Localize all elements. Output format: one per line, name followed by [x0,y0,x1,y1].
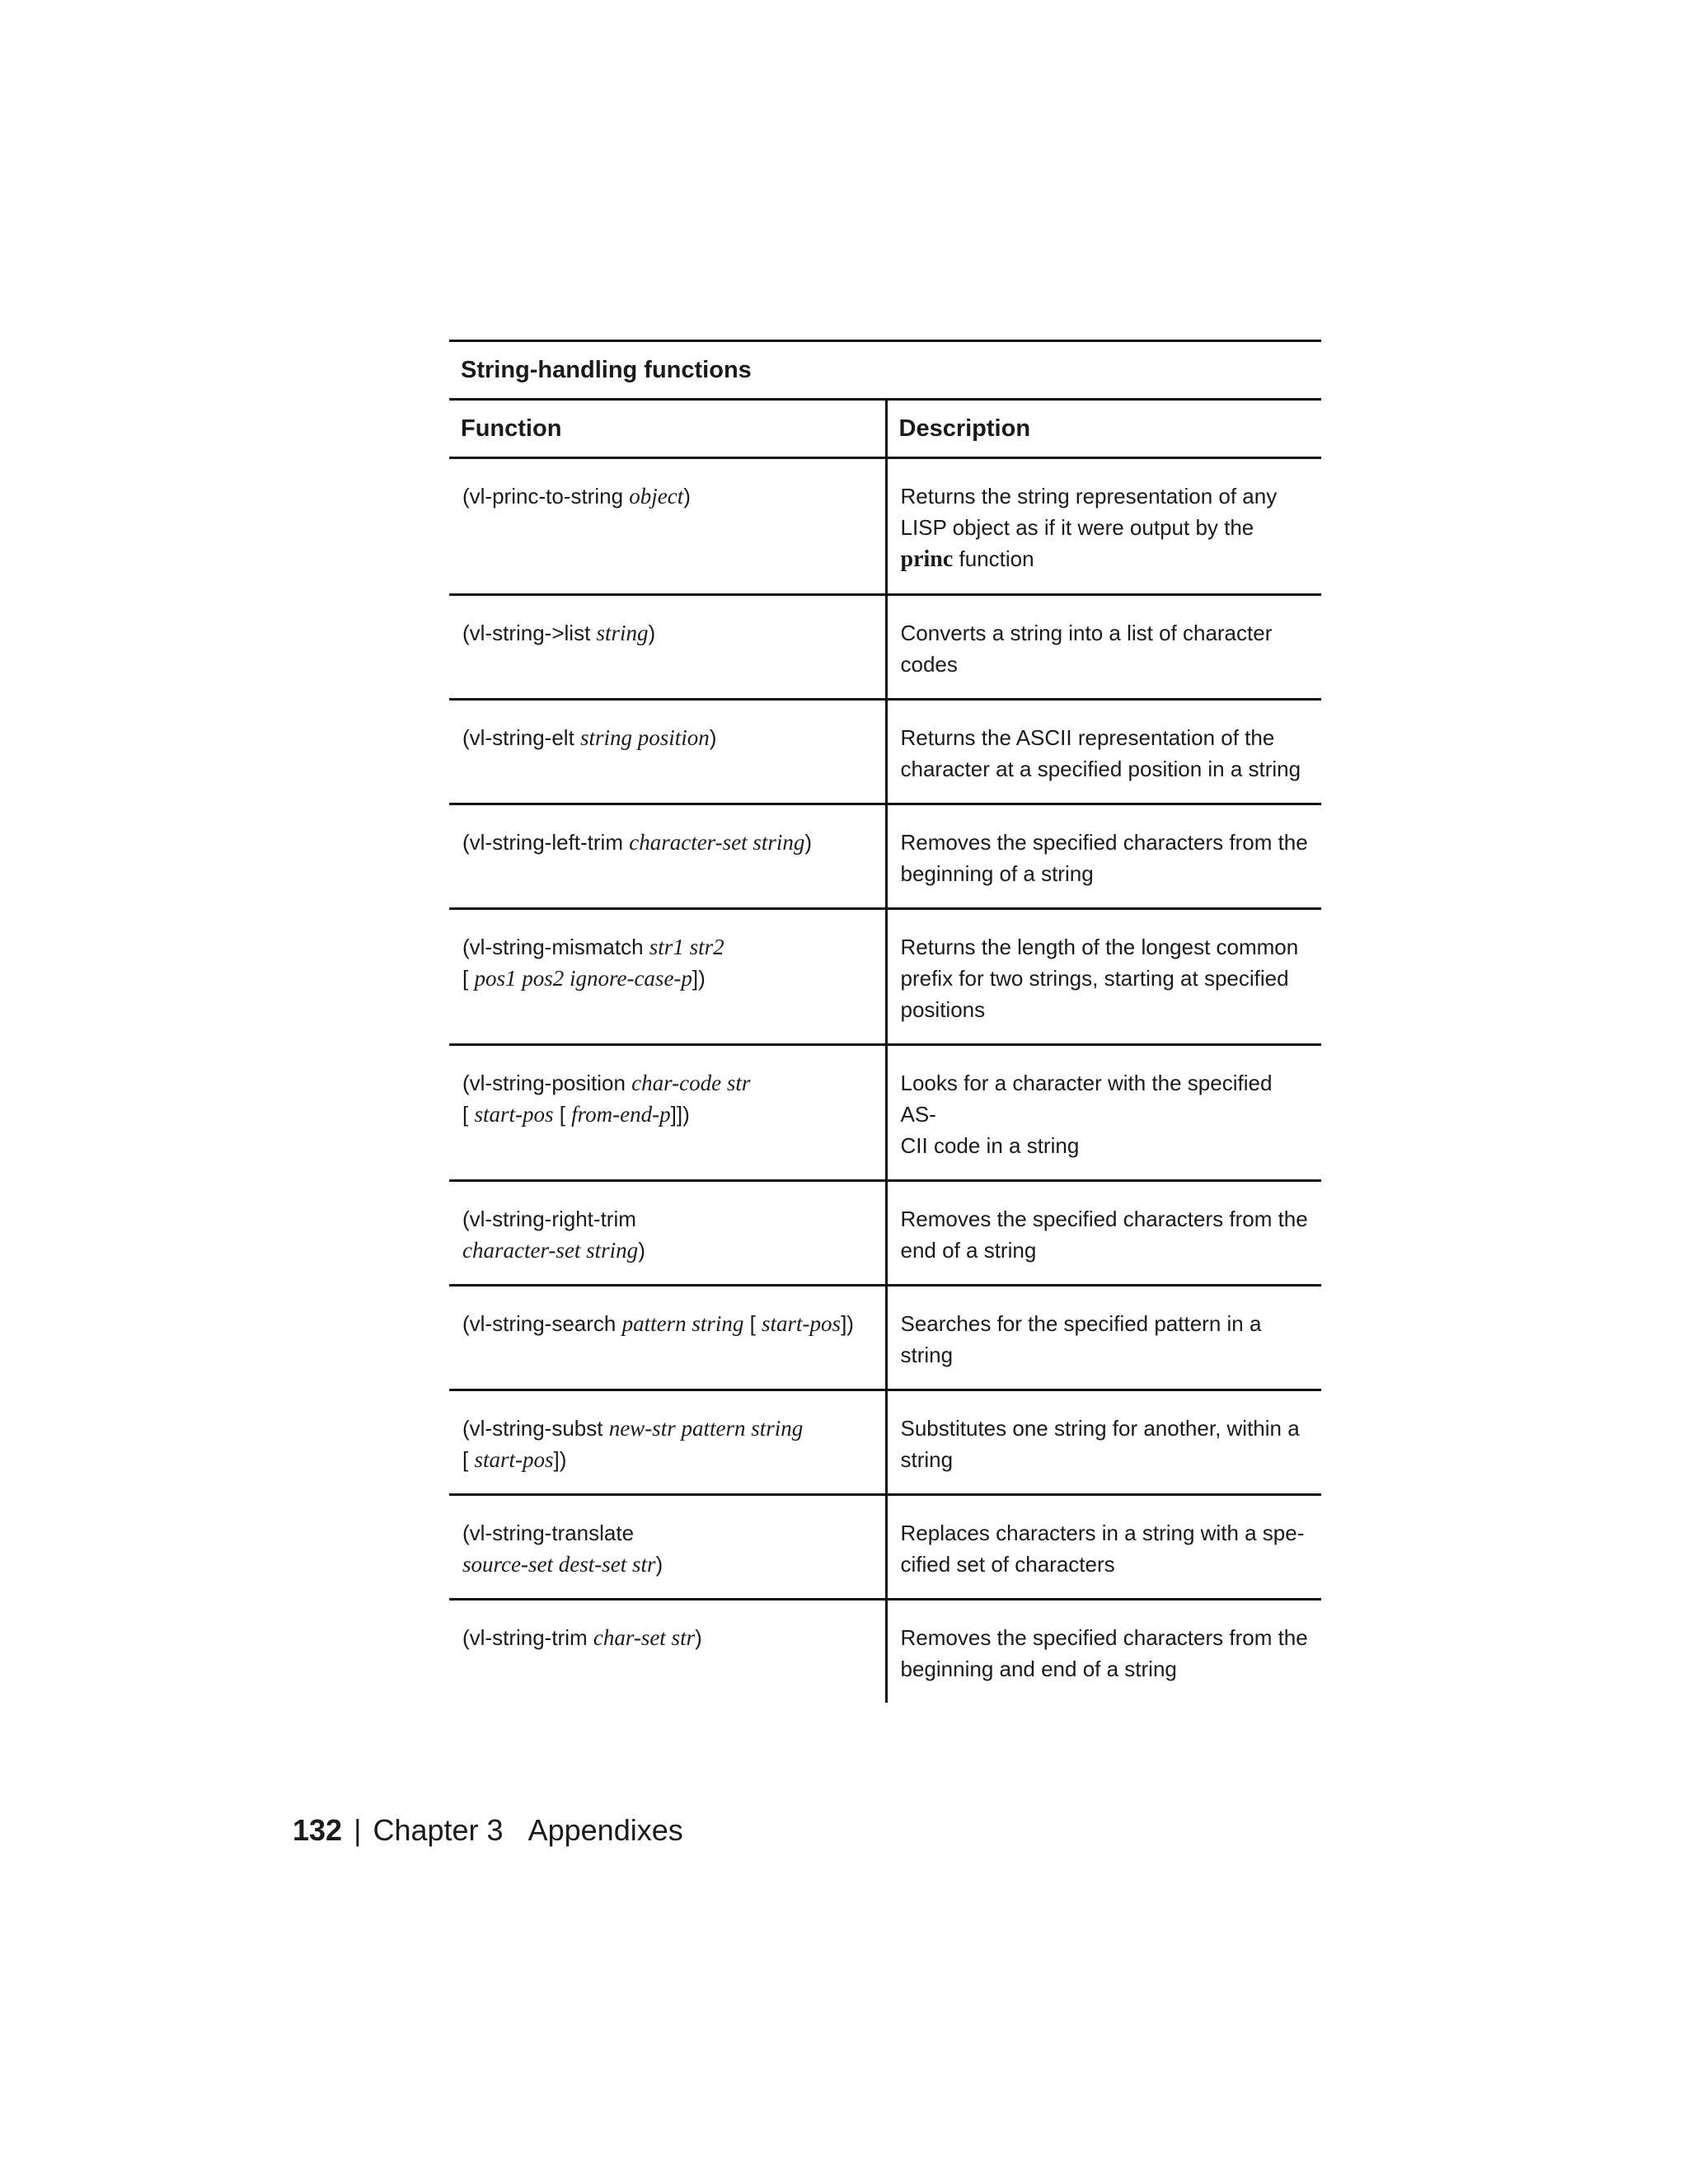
text-segment: ) [655,1552,663,1577]
argument-text: new-str pattern string [608,1416,804,1441]
table-header-row [449,400,1321,458]
table-row [449,1045,1321,1181]
description-cell [886,700,1321,804]
table-row [449,1181,1321,1286]
page-number: 132 [293,1813,343,1847]
argument-text: source-set dest-set str [462,1552,656,1577]
table-row [449,1390,1321,1495]
description-cell [886,909,1321,1045]
text-segment: (vl-string-left-trim [462,830,630,855]
text-segment: (vl-string->list [462,621,597,645]
function-cell [449,804,886,909]
argument-text: str1 str2 [649,935,724,959]
description-cell [886,804,1321,909]
function-cell [449,1286,886,1390]
function-cell [449,595,886,700]
argument-text: object [629,484,684,509]
argument-text: from-end-p [571,1102,671,1127]
argument-text: char-code str [631,1071,751,1095]
text-segment: ]) [841,1311,854,1336]
description-cell [886,458,1321,595]
table-row [449,1600,1321,1704]
text-segment: (vl-string-mismatch [462,935,649,959]
text-segment: (vl-string-trim [462,1625,593,1650]
text-segment: [ [553,1102,572,1127]
table-row [449,1286,1321,1390]
string-functions-table-block [449,340,1321,1703]
text-segment: CII code in a string [900,1133,1080,1158]
function-cell [449,1600,886,1704]
description-cell [886,1286,1321,1390]
argument-text: start-pos [762,1311,842,1336]
function-cell [449,1045,886,1181]
page-footer [293,1813,683,1848]
text-segment: ) [709,725,717,750]
function-cell [449,909,886,1045]
text-segment: cified set of characters [900,1552,1115,1577]
description-cell [886,1045,1321,1181]
argument-text: character-set string [462,1238,639,1263]
text-segment: Substitutes one string for another, within a string [900,1416,1300,1472]
text-segment: Removes the specified characters from the beginning of a string [900,830,1308,886]
text-segment: Replaces characters in a string with a spe- [900,1521,1305,1545]
text-segment: Removes the specified characters from the end of a string [900,1207,1308,1263]
argument-text: char-set str [593,1625,696,1650]
table-body [449,458,1321,1704]
chapter-label: Chapter 3 [373,1813,504,1847]
description-column-header: Description [886,400,1321,458]
text-segment: Searches for the specified pattern in a string [900,1311,1262,1367]
function-cell [449,458,886,595]
description-cell [886,1600,1321,1704]
text-segment: (vl-string-translate [462,1521,635,1545]
text-segment: Converts a string into a list of character codes [900,621,1273,677]
text-segment: ) [683,484,691,509]
string-functions-table [449,398,1321,1703]
text-segment: ) [804,830,813,855]
description-cell [886,595,1321,700]
text-segment: Returns the length of the longest common prefix for two strings, starting at specified positions [900,935,1299,1022]
argument-text: string [596,621,649,645]
table-row [449,909,1321,1045]
table-row [449,595,1321,700]
text-segment: (vl-string-search [462,1311,622,1336]
text-segment: ]) [692,966,706,991]
table-title: String-handling functions [449,340,1321,398]
text-segment: Looks for a character with the specified AS- [900,1071,1273,1127]
text-segment: (vl-string-subst [462,1416,609,1441]
description-cell [886,1495,1321,1600]
text-segment: Returns the string representation of any LISP object as if it were output by the [900,484,1278,540]
table-row [449,458,1321,595]
text-segment: [ [743,1311,762,1336]
text-segment: Returns the ASCII representation of the character at a specified position in a string [900,725,1301,781]
text-segment: (vl-string-position [462,1071,632,1095]
text-segment: ) [638,1238,645,1263]
text-segment: ]]) [670,1102,690,1127]
function-cell [449,1495,886,1600]
text-segment: ) [695,1625,702,1650]
text-segment: [ [462,1447,475,1472]
text-segment: (vl-string-right-trim [462,1207,636,1231]
code-keyword: princ [900,546,954,572]
function-cell [449,1390,886,1495]
argument-text: pos1 pos2 ignore-case-p [474,966,692,991]
text-segment: [ [462,966,475,991]
text-segment: ) [648,621,656,645]
argument-text: string position [580,725,710,750]
description-cell [886,1390,1321,1495]
argument-text: pattern string [621,1311,744,1336]
text-segment: ]) [553,1447,567,1472]
footer-separator: | [354,1813,362,1847]
argument-text: character-set string [629,830,805,855]
table-row [449,700,1321,804]
table-row [449,1495,1321,1600]
text-segment: function [953,546,1034,571]
text-segment: (vl-princ-to-string [462,484,630,509]
text-segment: [ [462,1102,475,1127]
description-cell [886,1181,1321,1286]
text-segment: Removes the specified characters from the beginning and end of a string [900,1625,1308,1681]
function-column-header: Function [449,400,886,458]
text-segment: (vl-string-elt [462,725,581,750]
argument-text: start-pos [474,1447,554,1472]
table-row [449,804,1321,909]
function-cell [449,1181,886,1286]
argument-text: start-pos [474,1102,554,1127]
function-cell [449,700,886,804]
section-title: Appendixes [528,1813,683,1847]
